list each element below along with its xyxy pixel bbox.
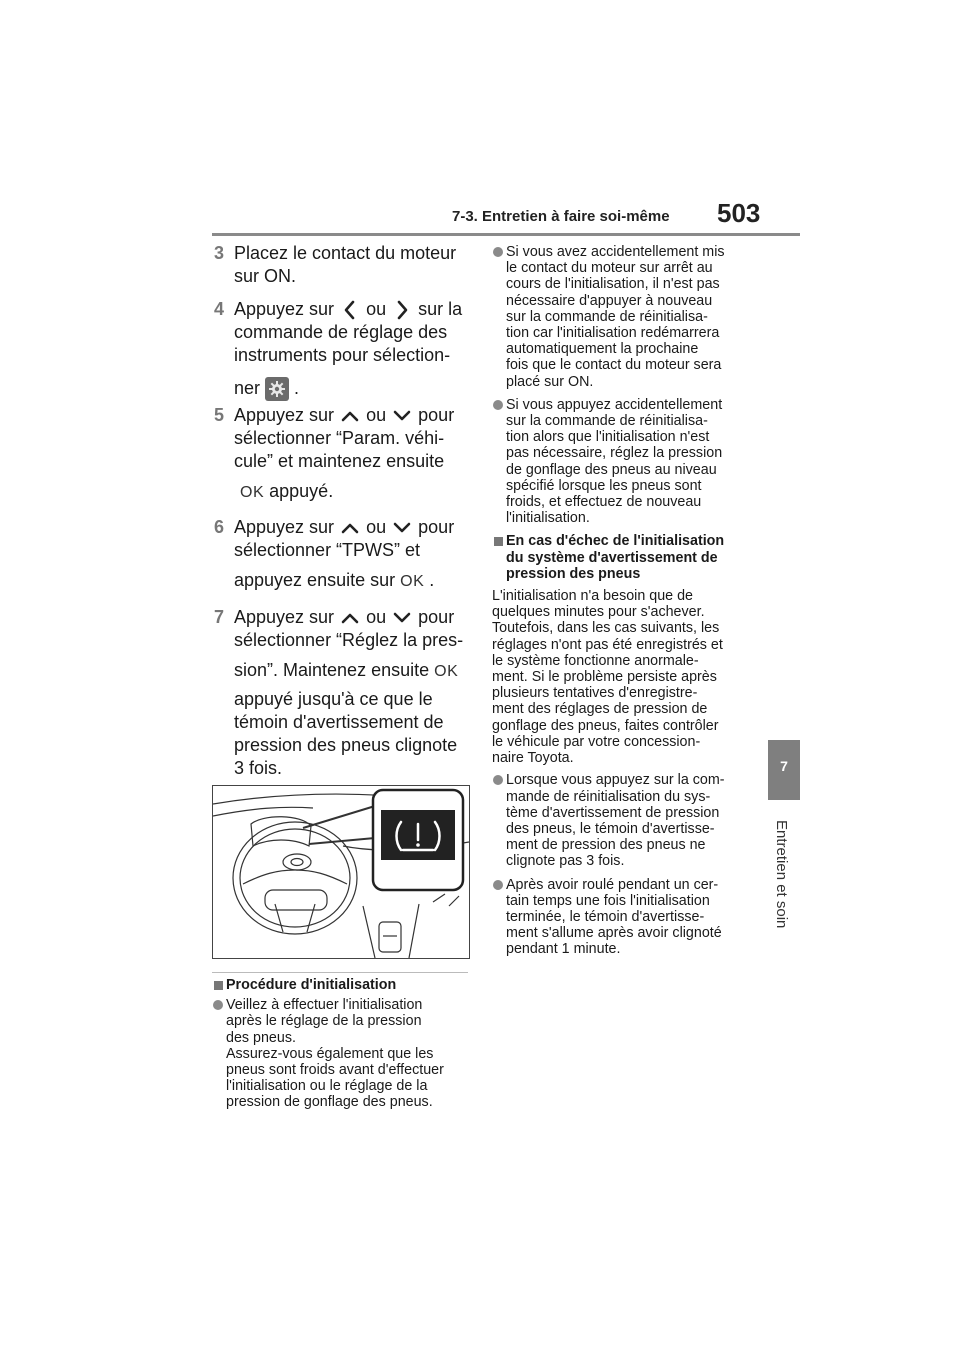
step-text: ou [366, 607, 387, 627]
bullet-text: placé sur ON. [506, 373, 594, 390]
step-text: sur la [418, 299, 463, 319]
page-number: 503 [717, 198, 761, 228]
bullet-text: Si vous appuyez accidentellement [506, 396, 723, 413]
paragraph-text: Toutefois, dans les cas suivants, les [492, 620, 720, 637]
chevron-down-icon [391, 520, 413, 536]
bullet-text: nécessaire d'appuyer à nouveau [506, 292, 713, 309]
bullet-text: sur la commande de réinitialisa- [506, 413, 708, 430]
header-rule [212, 233, 800, 236]
bullet-text: sur la commande de réinitialisa- [506, 308, 708, 325]
note-no-blink [492, 772, 757, 869]
initialization-procedure-section [212, 977, 472, 1111]
bullet-text: l'initialisation ou le réglage de la [226, 1078, 428, 1095]
bullet-text: Si vous avez accidentellement mis [506, 244, 725, 260]
bullet-text: terminée, le témoin d'avertisse- [506, 908, 705, 925]
step-text: ou [366, 517, 387, 537]
step-text: pour [418, 517, 455, 537]
ok-button-icon: OK [434, 663, 459, 680]
chevron-up-icon [339, 520, 361, 536]
step-number: 4 [214, 299, 225, 319]
bullet-text: pendant 1 minute. [506, 941, 621, 958]
bullet-text: cours de l'initialisation, il n'est pas [506, 276, 720, 293]
bullet-text: des pneus. [226, 1029, 296, 1046]
paragraph-text: le système fonctionne anormale- [492, 652, 699, 669]
paragraph-text: quelques minutes pour s'achever. [492, 604, 705, 621]
bullet-dot-icon [493, 400, 503, 410]
bullet-text: Après avoir roulé pendant un cer- [506, 876, 719, 893]
bullet-text: le contact du moteur sur arrêt au [506, 260, 713, 277]
step-text: Appuyez sur [234, 299, 335, 319]
bullet-text: tion car l'initialisation redémarrera [506, 325, 720, 342]
ok-button-icon: OK [400, 573, 425, 590]
bullet-text: l'initialisation. [506, 510, 590, 527]
step-text: ner [234, 378, 261, 398]
note-light-on [492, 877, 757, 958]
section-title: 7-3. Entretien à faire soi-même [452, 208, 670, 225]
failure-paragraph [492, 588, 757, 766]
bullet-text: Assurez-vous également que les [226, 1045, 434, 1062]
paragraph-text: ment. Si le problème persiste après [492, 669, 717, 686]
step-text: cule” et maintenez ensuite [234, 451, 445, 471]
paragraph-text: ment des réglages de pression de [492, 701, 708, 718]
square-bullet-icon [214, 981, 223, 990]
chevron-up-icon [339, 610, 361, 626]
step-text: pression des pneus clignote [234, 735, 458, 755]
step-number: 5 [214, 405, 225, 425]
step-text: Appuyez sur [234, 405, 335, 425]
bullet-text: des pneus, le témoin d'avertisse- [506, 820, 715, 837]
dashboard-illustration [212, 785, 470, 959]
chevron-down-icon [391, 408, 413, 424]
chapter-tab [768, 740, 800, 800]
step-text: appuyé jusqu'à ce que le [234, 689, 433, 709]
step-text: . [429, 570, 435, 590]
failure-heading [492, 533, 757, 582]
paragraph-text: naire Toyota. [492, 750, 574, 767]
bullet-text: automatiquement la prochaine [506, 341, 699, 358]
note-accidental-off [492, 244, 757, 390]
step-text: sélectionner “Réglez la pres- [234, 630, 464, 650]
chevron-right-icon [391, 299, 413, 321]
bullet-text: Veillez à effectuer l'initialisation [226, 997, 423, 1014]
section-heading: En cas d'échec de l'initialisation [506, 533, 725, 550]
step-text: appuyez ensuite sur [234, 570, 396, 590]
step-text: Placez le contact du moteur [234, 243, 457, 263]
ok-button-icon: OK [240, 484, 265, 501]
bullet-text: tain temps une fois l'initialisation [506, 892, 710, 909]
step-text: pour [418, 405, 455, 425]
chevron-up-icon [339, 408, 361, 424]
step-text: sélectionner “Param. véhi- [234, 428, 445, 448]
step-text: . [294, 378, 300, 398]
bullet-text: fois que le contact du moteur sera [506, 357, 722, 374]
section-heading: du système d'avertissement de [506, 549, 718, 566]
step-text: ou [366, 299, 387, 319]
step-text: sélectionner “TPWS” et [234, 540, 421, 560]
note-accidental-reset [492, 397, 757, 527]
bullet-text: ment s'allume après avoir clignoté [506, 925, 722, 942]
step-text: sion”. Maintenez ensuite [234, 660, 430, 680]
bullet-text: pas nécessaire, réglez la pression [506, 445, 723, 462]
bullet-text: ment de pression des pneus ne [506, 837, 706, 854]
paragraph-text: plusieurs tentatives d'enregistre- [492, 685, 698, 702]
step-number: 7 [214, 607, 225, 627]
step-number: 3 [214, 243, 225, 263]
bullet-text: après le réglage de la pression [226, 1013, 422, 1030]
bullet-text: tème d'avertissement de pression [506, 804, 720, 821]
bullet-dot-icon [493, 247, 503, 257]
chevron-down-icon [391, 610, 413, 626]
square-bullet-icon [494, 537, 503, 546]
step-text: pour [418, 607, 455, 627]
chapter-number: 7 [780, 758, 788, 774]
chevron-left-icon [339, 299, 361, 321]
bullet-text: froids, et effectuez de nouveau [506, 494, 702, 511]
section-heading: pression des pneus [506, 565, 641, 582]
chapter-label: Entretien et soin [773, 820, 790, 929]
bullet-text: clignote pas 3 fois. [506, 853, 625, 870]
step-text: appuyé. [269, 481, 334, 501]
bullet-dot-icon [493, 880, 503, 890]
paragraph-text: réglages n'ont pas été enregistrés et [492, 636, 723, 653]
bullet-text: pneus sont froids avant d'effectuer [226, 1062, 444, 1079]
bullet-text: mande de réinitialisation du sys- [506, 788, 711, 805]
bullet-text: pression de gonflage des pneus. [226, 1094, 433, 1111]
bullet-text: spécifié lorsque les pneus sont [506, 477, 702, 494]
bullet-text: Lorsque vous appuyez sur la com- [506, 772, 725, 789]
bullet-text: tion alors que l'initialisation n'est [506, 429, 710, 446]
figure-rule [212, 972, 468, 973]
settings-gear-icon [265, 377, 289, 401]
section-heading: Procédure d'initialisation [226, 977, 397, 993]
paragraph-text: le véhicule par votre concession- [492, 733, 701, 750]
paragraph-text: L'initialisation n'a besoin que de [492, 588, 693, 605]
step-text: témoin d'avertissement de [234, 712, 444, 732]
step-text: ou [366, 405, 387, 425]
step-text: Appuyez sur [234, 607, 335, 627]
step-text: instruments pour sélection- [234, 345, 451, 365]
step-text: 3 fois. [234, 758, 283, 778]
paragraph-text: gonflage des pneus, faites contrôler [492, 717, 719, 734]
step-text: Appuyez sur [234, 517, 335, 537]
step-number: 6 [214, 517, 225, 537]
right-column [492, 244, 757, 958]
bullet-text: de gonflage des pneus au niveau [506, 461, 717, 478]
dashboard-drawing [213, 786, 469, 958]
step-text: sur ON. [234, 266, 297, 286]
step-text: commande de réglage des [234, 322, 448, 342]
